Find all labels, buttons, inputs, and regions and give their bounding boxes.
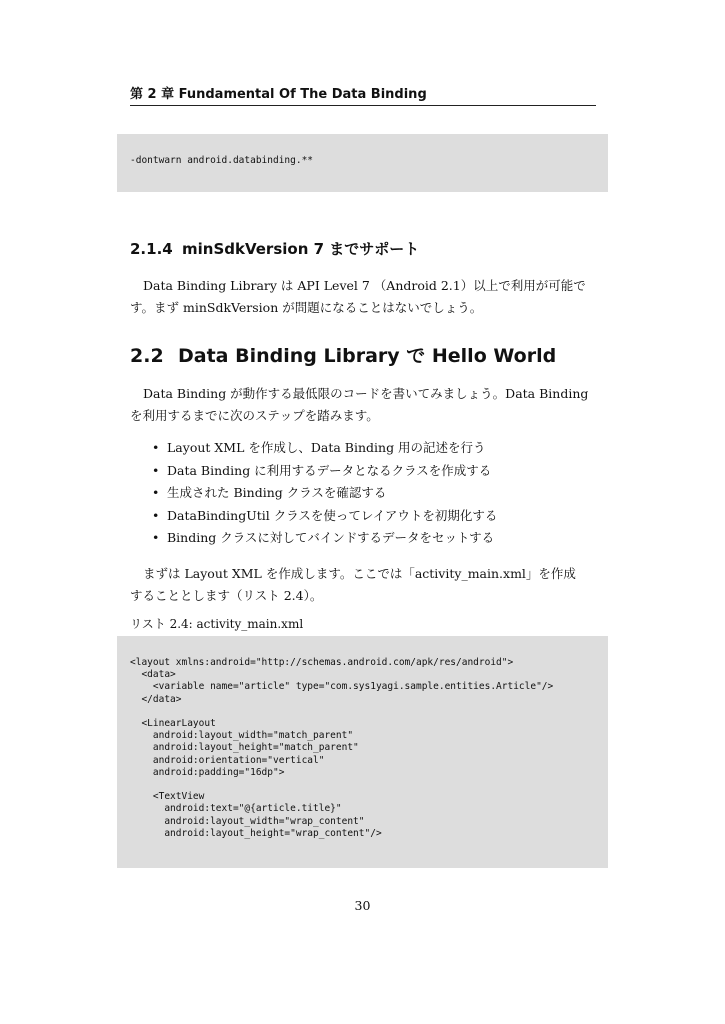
bullet-icon: •	[152, 485, 160, 500]
list-item-text: Layout XML を作成し、Data Binding 用の記述を行う	[167, 440, 486, 455]
paragraph-line: を利用するまでに次のステップを踏みます。	[130, 408, 379, 423]
list-item	[152, 437, 497, 460]
paragraph-line: Data Binding が動作する最低限のコードを書いてみましょう。Data Binding	[143, 386, 589, 401]
paragraph-create-layout	[130, 563, 600, 607]
paragraph-intro	[130, 383, 600, 427]
bullet-icon: •	[152, 440, 160, 455]
list-item-text: 生成された Binding クラスを確認する	[167, 485, 387, 500]
code-block-activity-main	[117, 636, 608, 868]
code-text: <layout xmlns:android="http://schemas.android.com/apk/res/android"> <data> <variable name="article" type="com.sys1yagi.sample.entities.Article"/> </data> <LinearLayout android:layout_width="match_parent" android:layout_height="match_parent" android:orientation="vertical" android:padding="16dp"> <TextView android:text="@{article.title}" android:layout_width="wrap_content" android:layout_height="wrap_content"/>	[130, 657, 554, 839]
bullet-icon: •	[152, 530, 160, 545]
section-number: 2.2	[130, 345, 164, 367]
steps-list	[152, 437, 497, 550]
list-item-text: Binding クラスに対してバインドするデータをセットする	[167, 530, 495, 545]
bullet-icon: •	[152, 507, 160, 523]
listing-caption: リスト 2.4: activity_main.xml	[130, 617, 304, 631]
list-item	[152, 527, 497, 550]
section-heading-2-2	[130, 343, 556, 369]
section-title: Data Binding Library で Hello World	[178, 345, 557, 367]
list-item-text: Data Binding に利用するデータとなるクラスを作成する	[167, 462, 492, 478]
list-item-text: DataBindingUtil クラスを使ってレイアウトを初期化する	[167, 507, 498, 523]
page-number: 30	[354, 898, 371, 913]
chapter-header: 第 2 章 Fundamental Of The Data Binding	[130, 86, 596, 106]
section-heading-2-1-4	[130, 239, 419, 259]
list-item	[152, 460, 497, 483]
list-item	[152, 482, 497, 505]
code-text: -dontwarn android.databinding.**	[130, 155, 314, 166]
bullet-icon: •	[152, 462, 160, 478]
paragraph-min-sdk	[130, 275, 600, 319]
section-title: minSdkVersion 7 までサポート	[182, 240, 420, 258]
paragraph-line: Data Binding Library は API Level 7 （Android 2.1）以上で利用が可能で	[143, 278, 586, 293]
paragraph-line: す。まず minSdkVersion が問題になることはないでしょう。	[130, 300, 483, 315]
code-block-proguard	[117, 134, 608, 192]
list-item	[152, 505, 497, 528]
paragraph-line: することとします（リスト 2.4）。	[130, 588, 323, 603]
section-number: 2.1.4	[130, 240, 173, 258]
paragraph-line: まずは Layout XML を作成します。ここでは「activity_main.xml」を作成	[143, 566, 576, 581]
